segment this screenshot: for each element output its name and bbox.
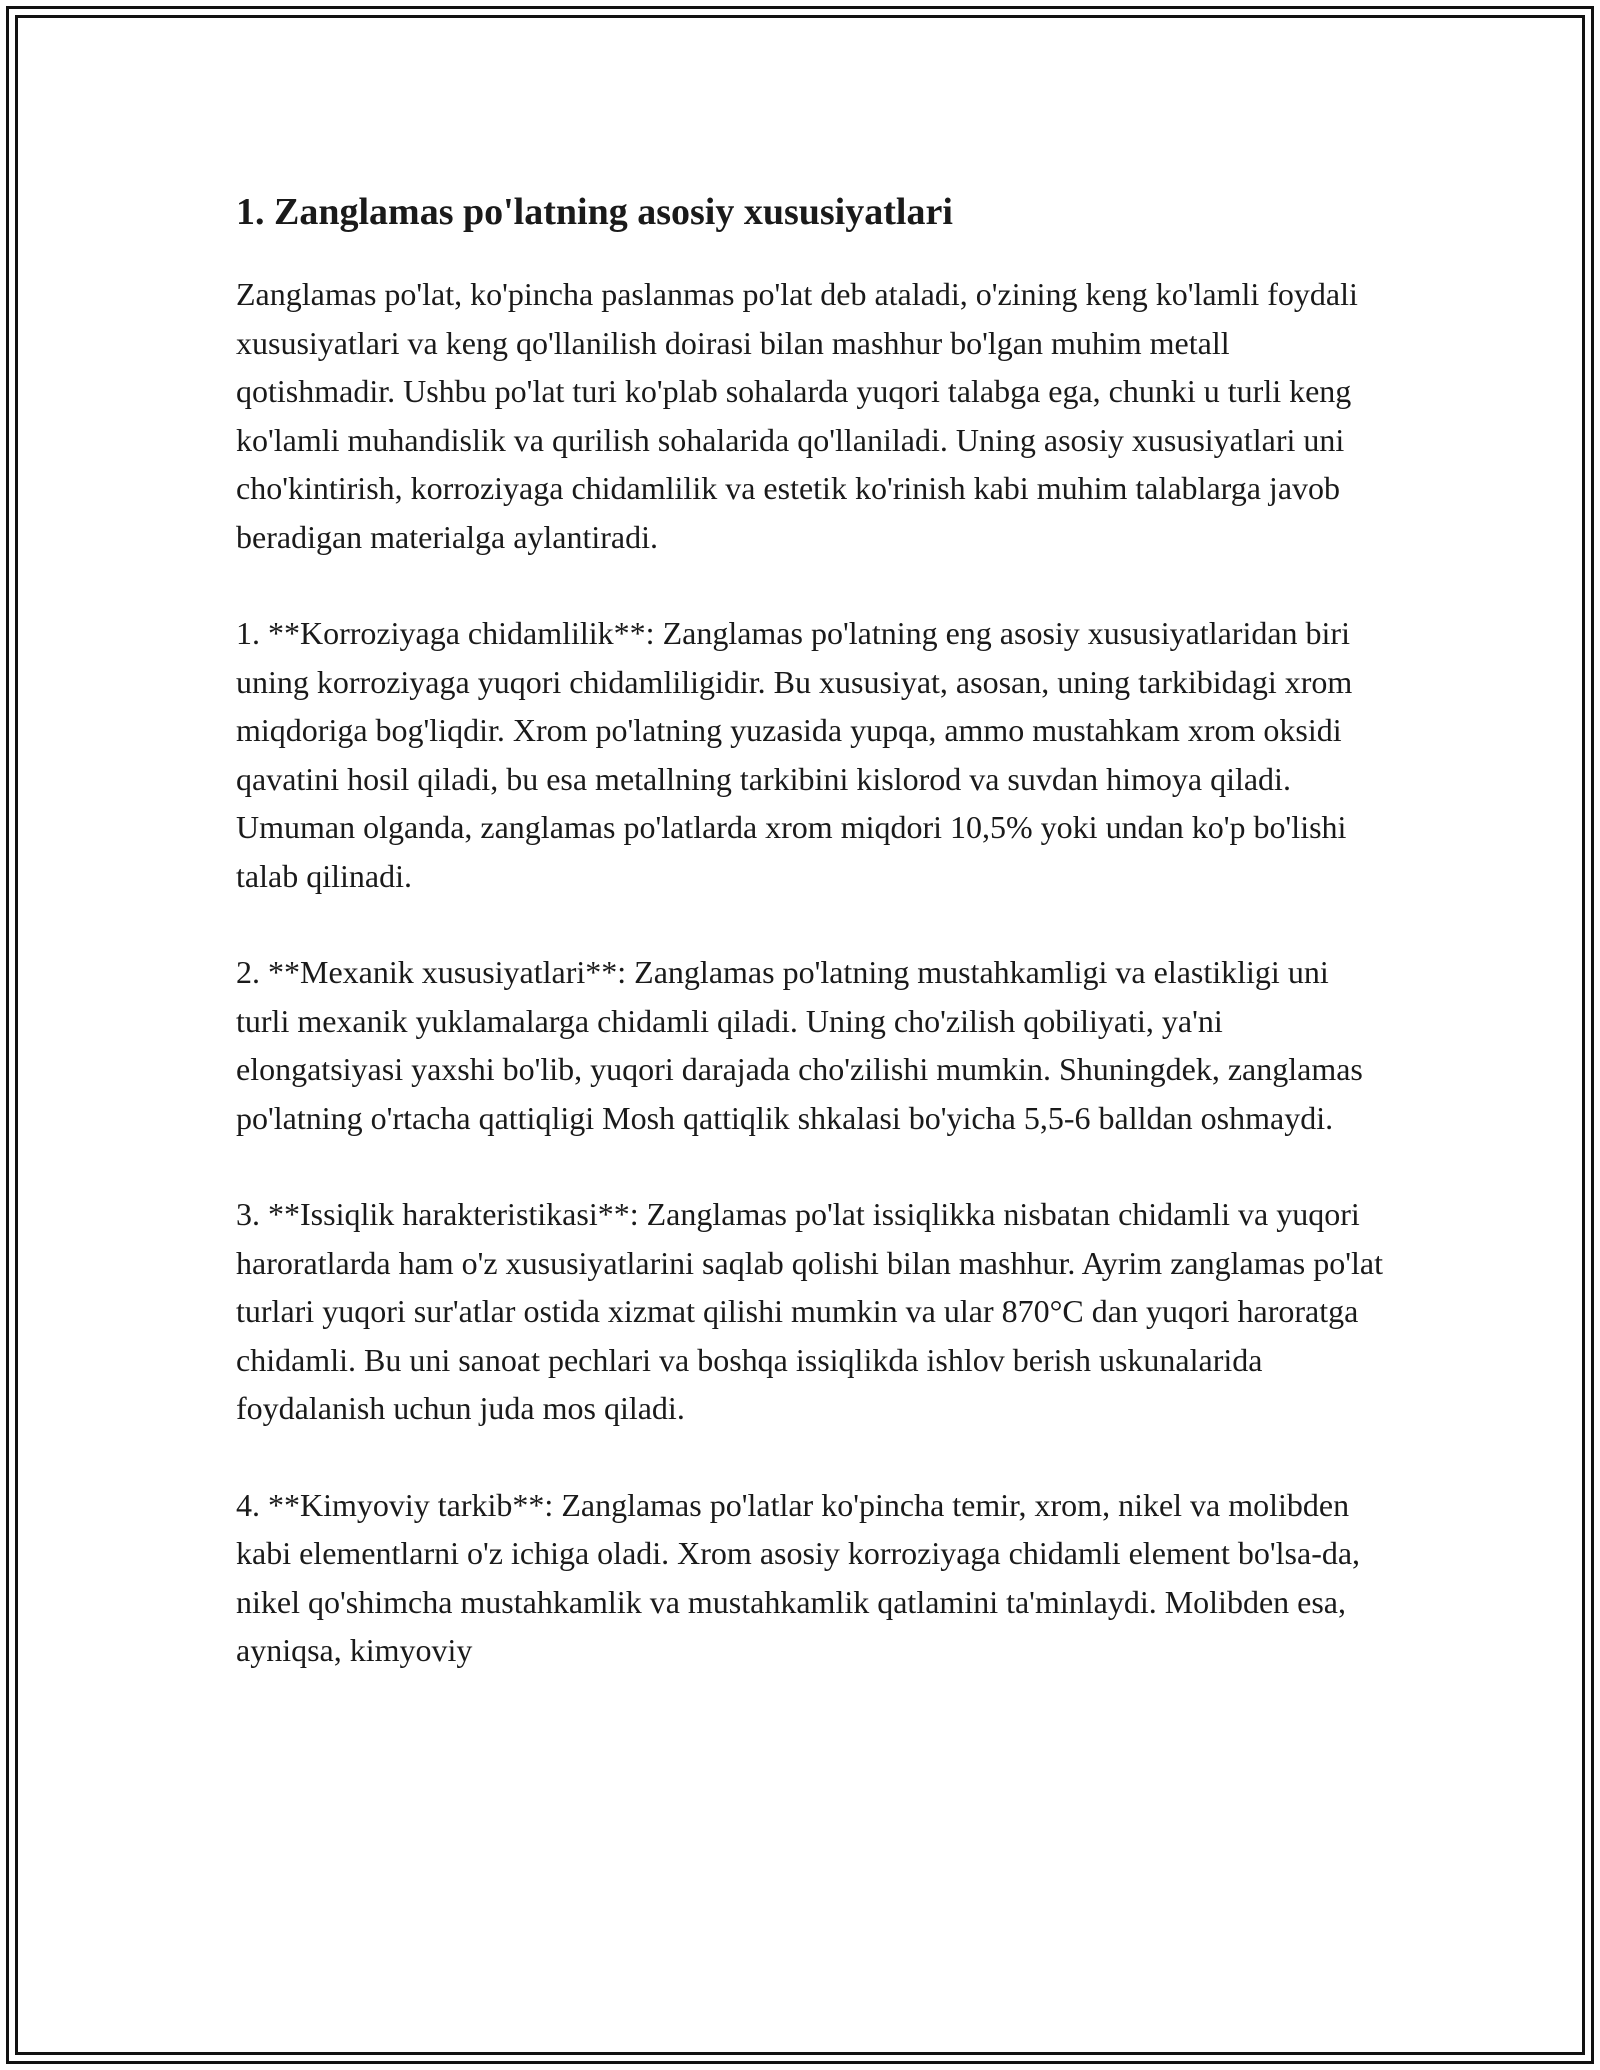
paragraph-corrosion-resistance: 1. **Korroziyaga chidamlilik**: Zanglamas po'latning eng asosiy xususiyatlaridan biri uning korroziyaga yuqori chidamliligidir. Bu xususiyat, asosan, uning tarkibidagi xrom miqdoriga bog'liqdir. Xrom po'latning yuzasida yupqa, ammo mustahkam xrom oksidi qavatini hosil qiladi, bu esa metallning tarkibini kislorod va suvdan himoya qiladi. Umuman olganda, zanglamas po'latlarda xrom miqdori 10,5% yoki undan ko'p bo'lishi talab qilinadi.	[236, 615, 1353, 894]
paragraph-mechanical-properties: 2. **Mexanik xususiyatlari**: Zanglamas po'latning mustahkamligi va elastikligi uni turli mexanik yuklamalarga chidamli qiladi. Uning cho'zilish qobiliyati, ya'ni elongatsiyasi yaxshi bo'lib, yuqori darajada cho'zilishi mumkin. Shuningdek, zanglamas po'latning o'rtacha qattiqligi Mosh qattiqlik shkalasi bo'yicha 5,5-6 balldan oshmaydi.	[236, 954, 1363, 1136]
paragraph-chemical-composition: 4. **Kimyoviy tarkib**: Zanglamas po'latlar ko'pincha temir, xrom, nikel va molibden kabi elementlarni o'z ichiga oladi. Xrom asosiy korroziyaga chidamli element bo'lsa-da, nikel qo'shimcha mustahkamlik va mustahkamlik qatlamini ta'minlaydi. Molibden esa, ayniqsa, kimyoviy	[236, 1486, 1361, 1668]
section-title: 1. Zanglamas po'latning asosiy xususiyatlari	[236, 191, 953, 233]
paragraph-intro: Zanglamas po'lat, ko'pincha paslanmas po'lat deb ataladi, o'zining keng ko'lamli foydali xususiyatlari va keng qo'llanilish doirasi bilan mashhur bo'lgan muhim metall qotishmadir. Ushbu po'lat turi ko'plab sohalarda yuqori talabga ega, chunki u turli keng ko'lamli muhandislik va qurilish sohalarida qo'llaniladi. Uning asosiy xususiyatlari uni cho'kintirish, korroziyaga chidamlilik va estetik ko'rinish kabi muhim talablarga javob beradigan materialga aylantiradi.	[236, 276, 1358, 555]
document-body	[236, 184, 1386, 1723]
paragraph-thermal-characteristics: 3. **Issiqlik harakteristikasi**: Zanglamas po'lat issiqlikka nisbatan chidamli va yuqori haroratlarda ham o'z xususiyatlarini saqlab qolishi bilan mashhur. Ayrim zanglamas po'lat turlari yuqori sur'atlar ostida xizmat qilishi mumkin va ular 870°C dan yuqori haroratga chidamli. Bu uni sanoat pechlari va boshqa issiqlikda ishlov berish uskunalarida foydalanish uchun juda mos qiladi.	[236, 1196, 1383, 1426]
